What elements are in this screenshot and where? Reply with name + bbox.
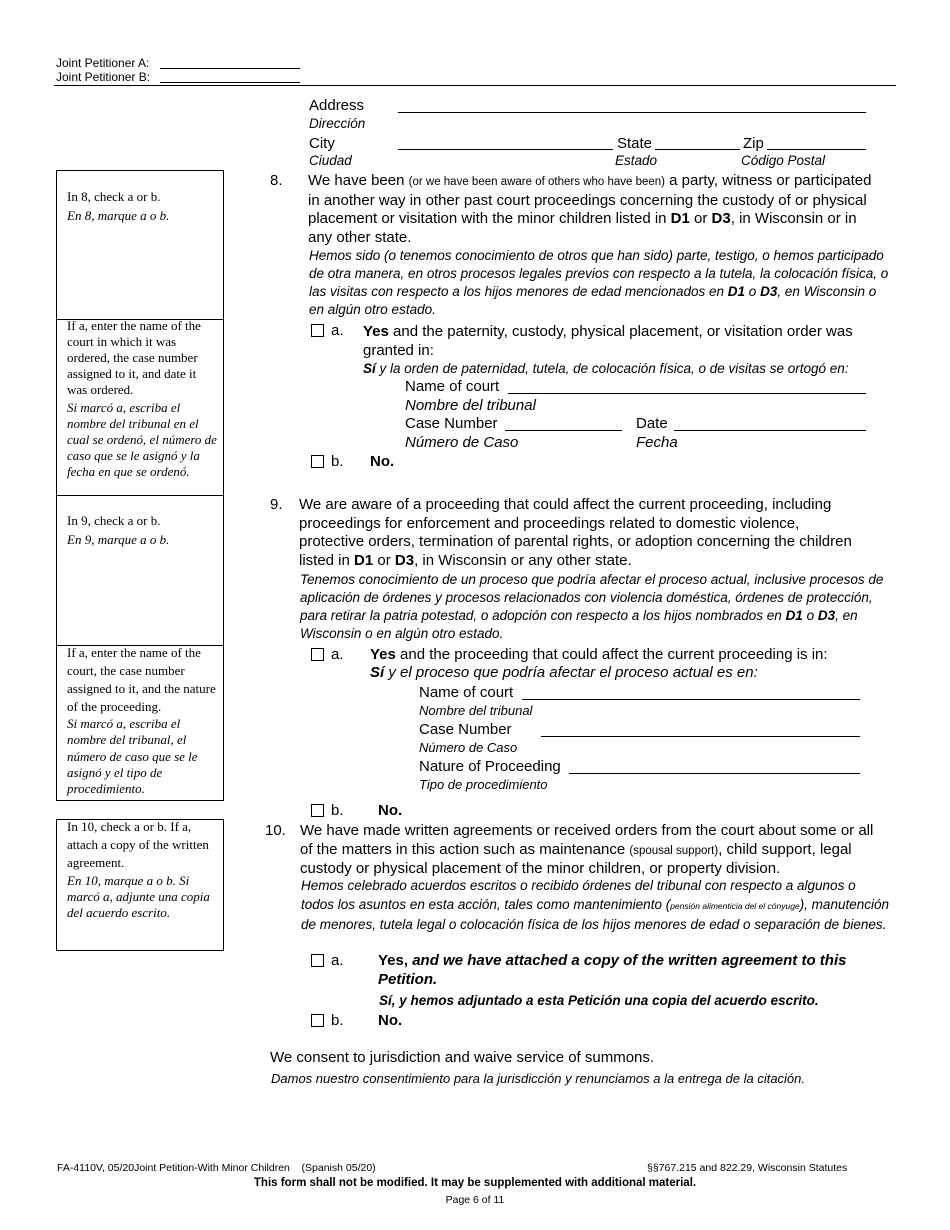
item-9a-yes: Yes	[370, 646, 396, 663]
sidebar-note-8a-es: Si marcó a, escriba el nombre del tribunal en el cual se ordenó, el número de caso que se le asignó y la fecha en que se ordenó.	[67, 400, 217, 479]
item-9-text-es	[300, 571, 892, 643]
item-9-es-part2: , en Wisconsin o en algún otro estado.	[300, 608, 858, 641]
sidebar-note-8-en: In 8, check a or b.	[67, 189, 161, 204]
item-9-es-d1: D1	[785, 608, 803, 623]
item-8-en-part2: a party, witness or participated in another way in other past court proceedings concerning the custody of or physical placement or visitation with the minor children listed in	[308, 172, 872, 228]
state-field[interactable]	[655, 149, 740, 150]
item-8a-date-label: Date	[636, 415, 668, 432]
item-8a-court-field[interactable]	[508, 393, 866, 394]
sidebar-note-8a	[67, 318, 217, 480]
item-8a-si: Sí	[363, 361, 376, 376]
item-8-text-es	[309, 247, 889, 319]
item-8-d1: D1	[670, 210, 690, 228]
item-8-en-small: (or we have been aware of others who have been)	[408, 176, 665, 188]
item-8-text-en	[308, 172, 878, 247]
sidebar-note-8-es: En 8, marque a o b.	[67, 208, 170, 224]
item-8a-court-label: Name of court	[405, 378, 500, 395]
item-9-text-en	[299, 496, 859, 571]
item-10-en-part1: We have made written agreements or received orders from the court about some or all of the matters in this action such as maintenance	[300, 822, 874, 858]
sidebar-note-10	[67, 818, 217, 921]
item-8a-case-field[interactable]	[505, 430, 622, 431]
sidebar-note-9	[67, 513, 217, 549]
item-8-es-part1: Hemos sido (o tenemos conocimiento de otros que han sido) parte, testigo, o hemos participado de otra manera, en otros procesos legales previos con respecto a la tutela, la colocación física, o las visitas con respecto a los hijos menores de edad mencionados en	[309, 248, 889, 299]
item-8-es-d1: D1	[727, 284, 746, 299]
item-9a-desc: and the proceeding that could affect the current proceeding is in:	[400, 646, 828, 663]
footer-form-id: FA-4110V, 05/20Joint Petition-With Minor Children (Spanish 05/20)	[57, 1162, 376, 1174]
item-9a-nature-label: Nature of Proceeding	[419, 758, 561, 775]
item-8a-yes: Yes	[363, 323, 389, 340]
address-field[interactable]	[398, 112, 866, 113]
header-divider	[54, 85, 896, 86]
zip-label: Zip	[743, 135, 764, 152]
address-label: Address	[309, 97, 365, 114]
item-9b-no: No.	[378, 802, 403, 819]
item-9a-text	[370, 646, 828, 664]
zip-field[interactable]	[767, 149, 866, 150]
sidebar-note-9a-es: Si marcó a, escriba el nombre del tribunal, el número de caso que se le asignó y el tipo de procedimiento.	[67, 716, 198, 797]
sidebar-note-9a-en: If a, enter the name of the court, the case number assigned to it, and the nature of the proceeding.	[67, 645, 216, 714]
petitioner-a-label: Joint Petitioner A:	[56, 56, 150, 70]
item-9-or: or	[377, 552, 391, 570]
item-10b-checkbox[interactable]	[311, 1014, 324, 1027]
item-9b-checkbox[interactable]	[311, 804, 324, 817]
city-label-es: Ciudad	[309, 153, 352, 168]
item-8a-case-label-es: Número de Caso	[405, 434, 519, 451]
item-8a-court-label-es: Nombre del tribunal	[405, 397, 536, 414]
item-9-number: 9.	[270, 496, 283, 513]
sidebar-note-10-es: En 10, marque a o b. Si marcó a, adjunte una copia del acuerdo escrito.	[67, 873, 210, 920]
item-9-es-part1: Tenemos conocimiento de un proceso que podría afectar el proceso actual, inclusive procesos de aplicación de órdenes y procesos relacionados con violencia doméstica, órdenes de protección, para retirar la patria potestad, o adopción con respecto a los hijos nombrados en	[300, 572, 884, 623]
item-8-or: or	[694, 210, 708, 228]
item-8b-label: b.	[331, 453, 344, 470]
item-8-es-d3: D3	[760, 284, 778, 299]
item-8-es-part2: , en Wisconsin o en algún otro estado.	[309, 284, 877, 317]
item-8a-text-es	[363, 360, 849, 378]
zip-label-es: Código Postal	[741, 153, 826, 168]
item-8-d3: D3	[711, 210, 731, 228]
city-label: City	[309, 135, 335, 152]
item-8-es-o: o	[748, 284, 757, 299]
item-8b-checkbox[interactable]	[311, 455, 324, 468]
item-10-text-es	[301, 877, 891, 934]
consent-text: We consent to jurisdiction and waive service of summons.	[270, 1049, 655, 1066]
item-9-en-part1: We are aware of a proceeding that could affect the current proceeding, including proceedings for enforcement and proceedings related to domestic violence, protective orders, termination of parental rights, or adoption concerning the children listed in	[299, 496, 852, 570]
footer-notice: This form shall not be modified. It may be supplemented with additional material.	[253, 1177, 697, 1189]
sidebar-note-10-en: In 10, check a or b. If a, attach a copy of the written agreement.	[67, 819, 209, 870]
item-10b-no: No.	[378, 1012, 403, 1029]
state-label-es: Estado	[615, 153, 658, 168]
item-9a-court-label-es: Nombre del tribunal	[419, 703, 533, 718]
item-9a-checkbox[interactable]	[311, 648, 324, 661]
item-10-en-small: (spousal support)	[629, 844, 719, 857]
footer-statutes: §§767.215 and 822.29, Wisconsin Statutes	[647, 1162, 848, 1174]
consent-text-es: Damos nuestro consentimiento para la jurisdicción y renunciamos a la entrega de la citación.	[271, 1071, 806, 1086]
petitioner-b-field[interactable]	[160, 82, 300, 83]
petitioner-a-field[interactable]	[160, 68, 300, 69]
item-10a-yes: Yes,	[378, 952, 409, 969]
item-10-es-small: pensión alimenticia del el cónyuge	[670, 900, 800, 911]
item-8a-date-field[interactable]	[674, 430, 866, 431]
item-9a-case-field[interactable]	[541, 736, 860, 737]
item-9a-nature-field[interactable]	[569, 773, 860, 774]
item-10-es-part2: ), manutención de menores, tutela legal o colocación física de los hijos menores de edad o separación de bienes.	[301, 896, 889, 932]
item-8a-desc: and the paternity, custody, physical placement, or visitation order was granted in:	[363, 323, 853, 359]
item-8a-label: a.	[331, 322, 344, 339]
item-10b-label: b.	[331, 1012, 344, 1029]
item-8a-checkbox[interactable]	[311, 324, 324, 337]
sidebar-note-9-es: En 9, marque a o b.	[67, 532, 170, 548]
item-9-es-o: o	[806, 608, 815, 623]
petitioner-b-label: Joint Petitioner B:	[56, 70, 151, 84]
address-label-es: Dirección	[309, 116, 366, 131]
item-8a-case-label: Case Number	[405, 415, 498, 432]
item-9a-si: Sí	[370, 664, 385, 681]
item-9a-nature-label-es: Tipo de procedimiento	[419, 777, 548, 792]
item-9b-label: b.	[331, 802, 344, 819]
item-8b-no: No.	[370, 453, 395, 470]
item-10-number: 10.	[265, 822, 286, 839]
item-9-d1: D1	[354, 552, 374, 570]
item-10-text-en	[300, 822, 885, 879]
item-10-en-part2: , child support, legal custody or physical placement of the minor children, or property division.	[300, 840, 852, 878]
item-10a-desc: and we have attached a copy of the written agreement to this Petition.	[378, 952, 847, 988]
item-8a-text	[363, 322, 883, 360]
sidebar-note-9a	[67, 644, 219, 797]
item-9a-label: a.	[331, 646, 344, 663]
item-10a-text	[378, 952, 878, 989]
sidebar-note-9-en: In 9, check a or b.	[67, 513, 161, 528]
item-9-d3: D3	[394, 552, 415, 570]
item-8a-desc-es: y la orden de paternidad, tutela, de colocación física, o de visitas se ortogó en:	[379, 361, 849, 376]
footer-page-number: Page 6 of 11	[445, 1194, 505, 1206]
item-8-number: 8.	[270, 172, 283, 189]
item-9a-desc-es: y el proceso que podría afectar el proceso actual es en:	[388, 664, 758, 681]
item-9-en-part2: , in Wisconsin or any other state.	[414, 552, 632, 570]
item-8a-date-label-es: Fecha	[636, 434, 678, 451]
item-9a-case-label: Case Number	[419, 721, 512, 738]
item-8-en-part1: We have been	[308, 172, 405, 189]
item-9a-text-es	[370, 664, 758, 682]
city-field[interactable]	[398, 149, 613, 150]
item-10a-label: a.	[331, 952, 344, 969]
item-10a-text-es: Sí, y hemos adjuntado a esta Petición una copia del acuerdo escrito.	[379, 993, 819, 1008]
header	[56, 56, 150, 84]
item-9-es-d3: D3	[817, 608, 836, 623]
sidebar-note-8a-en: If a, enter the name of the court in which it was ordered, the case number assigned to it, and date it was ordered.	[67, 318, 201, 397]
item-9a-case-label-es: Número de Caso	[419, 740, 518, 755]
item-8-en-part3: , in Wisconsin or in any other state.	[308, 210, 857, 246]
state-label: State	[617, 135, 653, 152]
sidebar-note-8	[67, 189, 217, 225]
item-9a-court-field[interactable]	[522, 699, 860, 700]
item-10-es-part1: Hemos celebrado acuerdos escritos o recibido órdenes del tribunal con respecto a algunos o todos los asuntos en esta acción, tales como mantenimiento (	[301, 878, 856, 912]
item-10a-checkbox[interactable]	[311, 954, 324, 967]
item-9a-court-label: Name of court	[419, 684, 514, 701]
